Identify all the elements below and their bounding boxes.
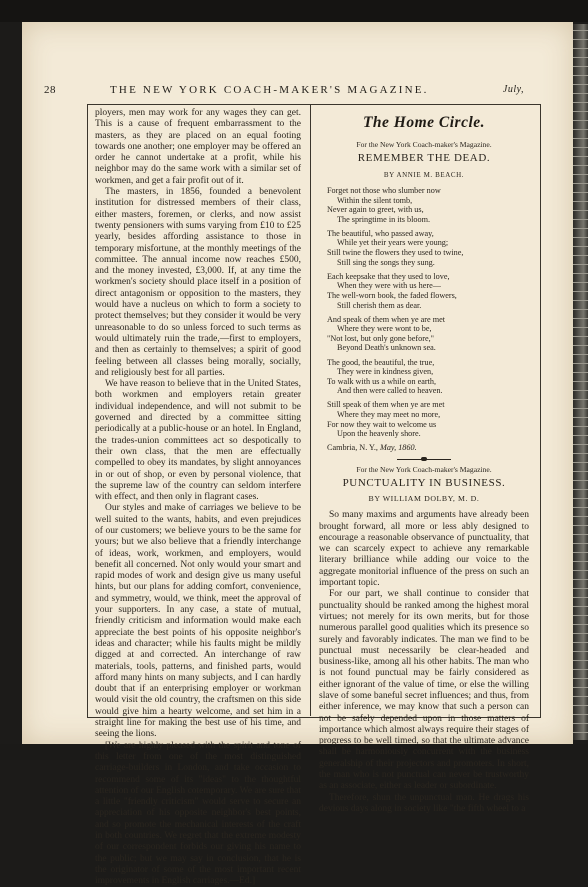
poem-stanza (327, 229, 529, 267)
page-edge-line (573, 444, 588, 445)
poem-line: Still sing the songs they sung. (337, 257, 435, 267)
page-edge-line (573, 408, 588, 409)
page-edge-line (573, 183, 588, 184)
page-edge-line (573, 84, 588, 85)
page-edge-line (573, 705, 588, 706)
page-edge-line (573, 30, 588, 31)
running-month: July, (502, 84, 524, 95)
page-edge-line (573, 597, 588, 598)
page-edge-line (573, 606, 588, 607)
page-edge-line (573, 399, 588, 400)
page-edge-line (573, 696, 588, 697)
poem-line: They were in kindness given, (337, 367, 434, 377)
page-edge-line (573, 723, 588, 724)
page-edge-line (573, 246, 588, 247)
page-edge-line (573, 201, 588, 202)
page-edge-line (573, 588, 588, 589)
page-edge-line (573, 516, 588, 517)
page-edge-line (573, 300, 588, 301)
page-edge-line (573, 147, 588, 148)
running-header (44, 84, 524, 100)
page-edge-line (573, 624, 588, 625)
page-edge-line (573, 57, 588, 58)
page-edge-line (573, 363, 588, 364)
page-edge-line (573, 372, 588, 373)
section-heading: The Home Circle. (362, 114, 486, 131)
page-edge-line (573, 552, 588, 553)
page-edge-line (573, 192, 588, 193)
article-title: PUNCTUALITY IN BUSINESS. (342, 477, 506, 490)
page-edge-line (573, 426, 588, 427)
page-edge-line (573, 345, 588, 346)
page-edge-line (573, 543, 588, 544)
page-edge-line (573, 669, 588, 670)
page-edge-line (573, 471, 588, 472)
poem-date: May, 1860. (380, 443, 417, 453)
poem-line: Forget not those who slumber now (327, 186, 441, 195)
poem-line: Each keepsake that they used to love, (327, 271, 450, 281)
page-edge-line (573, 120, 588, 121)
page-edge-line (573, 165, 588, 166)
page-number: 28 (44, 84, 56, 96)
right-column (319, 108, 529, 815)
paragraph: ployers, men may work for any wages they can get. This is a cause of frequent embarrassment to the masters, as they are placed on an equal footing towards one another; one employer may be offered an order he cannot undertake at a profit, while his neighbor may do the same work with a similar set of workmen, and get a fair profit out of it. (95, 108, 301, 186)
column-divider (310, 104, 311, 716)
page-edge-line (573, 255, 588, 256)
poem-line: While yet their years were young; (337, 238, 449, 248)
page-edge-line (573, 282, 588, 283)
poem-line: To walk with us a while on earth, (327, 376, 437, 386)
page-edge-line (573, 561, 588, 562)
page-edge-line (573, 525, 588, 526)
page-edge-line (573, 489, 588, 490)
paragraph: The masters, in 1856, founded a benevolent institution for distressed members of their class, either masters, foremen, or clerks, and now assist twenty pensioners with sums varying from £10 to £25 yearly, besides affording assistance to those in temporary misfortune, at the monthly meetings of the committee. The annual income now reaches £500, and the money invested, £3,000. If, at any time the workmen's society should place itself in a position of direct antagonism or opposition to the masters, they would have a nucleus on which to form a society to protect themselves; but they consider it would be very unreasonable to do so unless forced to such terms as would ultimately ruin the trade,—first to employers, and then as certainly to themselves; a spirit of good feeling between all classes being morally, socially, and religiously best for all parties. (95, 187, 301, 378)
paragraph: Therefore, shun the unpunctual man. He drags his devious days along in society like "the fifth wheel to a (319, 792, 529, 814)
page-edge-line (573, 633, 588, 634)
poem-line: Where they may meet no more, (337, 409, 441, 419)
page-edge-line (573, 237, 588, 238)
page-edge-line (573, 309, 588, 310)
poem-line: And speak of them when ye are met (327, 314, 445, 324)
article-credit: For the New York Coach-maker's Magazine. (356, 465, 492, 475)
poem-line: Never again to greet, with us, (327, 205, 424, 215)
poem-line: Within the silent tomb, (337, 195, 413, 205)
poem-place: Cambria, N. Y., (327, 443, 378, 453)
poem-signoff (327, 443, 529, 453)
page-edge-line (573, 264, 588, 265)
page-edge-line (573, 579, 588, 580)
page-edge-line (573, 93, 588, 94)
page-edge-line (573, 381, 588, 382)
poem-line: Still cherish them as dear. (337, 300, 422, 310)
page-edge-line (573, 462, 588, 463)
page-edge-line (573, 507, 588, 508)
page-edge-line (573, 498, 588, 499)
paragraph: For our part, we shall continue to consider that punctuality should be ranked among the highest moral virtues; not merely for its own merits, but for those numerous parallel good qualities which its presence so surely and favorably indicates. The man we find to be punctual must necessarily be clear-headed and business-like, among all his other habits. The man who is not found punctual may be fairly considered as either ignorant of the value of time, or else the willing slave of some baneful secret influences; and thus, from either inference, we may know that such a person can not be safely depended upon in those matters of importance which almost always require their stages of progress to be well timed, so that the ultimate advance shall be harmoniously concurrent with the business generalship of their projectors and promoters. In short, the man who is not punctual can never be trustworthy as an associate, either as leader or subordinate. (319, 589, 529, 792)
page-edge-line (573, 210, 588, 211)
paragraph: Our styles and make of carriages we believe to be well suited to the wants, habits, and even prejudices of our customers; we believe yours to be the same for yours; but we also believe that a friendly interchange of ideas, work, workmen, and employers, would benefit all concerned. Not only would your smart and rapid modes of work and design give us many useful hints, but our plans for adding comfort, convenience, and symmetry, would, we think, meet the approval of your supporters. In any case, a state of mutual, friendly criticism and information would make each appreciate the best points of his opposite neighbor's ideas and character; while his faults might be mildly digged at and corrected. An interchange of raw materials, tools, patterns, and finished parts, would afford many hints on many subjects, and I can hardly doubt that if an enterprising employer or workman would visit the old country, the craftsmen on this side would give him a hearty welcome, and set him in a straight line for making the best use of his time, and seeing the lions. (95, 503, 301, 740)
page-edge-line (573, 435, 588, 436)
page-edge-line (573, 687, 588, 688)
page-edge-line (573, 273, 588, 274)
page-edge-line (573, 228, 588, 229)
poem-line: The good, the beautiful, the true, (327, 357, 435, 367)
page-edge-line (573, 129, 588, 130)
poem-byline: BY ANNIE M. BEACH. (383, 171, 465, 179)
page-edge-line (573, 480, 588, 481)
poem-line: And then were called to heaven. (337, 386, 443, 396)
poem-stanza (327, 358, 529, 396)
poem-line: The beautiful, who passed away, (327, 228, 434, 238)
poem-line: Still twine the flowers they used to twine, (327, 248, 464, 258)
page-edge-line (573, 102, 588, 103)
page-edge-line (573, 732, 588, 733)
page-edge-line (573, 138, 588, 139)
page-edge-line (573, 534, 588, 535)
poem-credit: For the New York Coach-maker's Magazine. (356, 140, 492, 149)
poem-line: Still speak of them when ye are met (327, 400, 445, 410)
poem-title: REMEMBER THE DEAD. (357, 152, 491, 164)
page-edge-line (573, 327, 588, 328)
poem-line: The springtime in its bloom. (337, 214, 431, 224)
paragraph: So many maxims and arguments have already been brought forward, all more or less ably designed to encourage a reasonable observance of punctuality, that we can scarcely expect to achieve any remarkable literary brilliance while adding our voice to the aggregate monitorial influence of the press on such an important topic. (319, 510, 529, 589)
section-divider-ornament (397, 457, 451, 461)
page-edge-line (573, 453, 588, 454)
page-edge-line (573, 174, 588, 175)
page-edge-line (573, 651, 588, 652)
page-edge-line (573, 570, 588, 571)
page-edge-line (573, 156, 588, 157)
poem-line: For now they wait to welcome us (327, 419, 437, 429)
page-edge-line (573, 642, 588, 643)
poem-line: "Not lost, but only gone before," (327, 333, 434, 343)
page-stack-edge (573, 24, 588, 740)
page-edge-line (573, 336, 588, 337)
page-edge-line (573, 318, 588, 319)
page-edge-line (573, 354, 588, 355)
poem-line: Upon the heavenly shore. (337, 429, 421, 439)
poem-line: When they were with us here— (337, 281, 441, 291)
poem-line: The well-worn book, the faded flowers, (327, 290, 457, 300)
page-edge-line (573, 48, 588, 49)
page-edge-line (573, 714, 588, 715)
page-edge-line (573, 615, 588, 616)
running-title: THE NEW YORK COACH-MAKER'S MAGAZINE. (110, 84, 429, 96)
article-byline: BY WILLIAM DOLBY, M. D. (368, 494, 480, 504)
page-edge-line (573, 219, 588, 220)
page-edge-line (573, 39, 588, 40)
page-edge-line (573, 66, 588, 67)
poem-line: Beyond Death's unknown sea. (337, 343, 436, 353)
poem-stanza (327, 315, 529, 353)
paragraph: We have reason to believe that in the United States, both workmen and employers retain greater individual independence, and will not submit to be governed and directed by a committee sitting periodically at a public-house or an hotel. In England, the trades-union committees act so despotically to their own class, that the men are effectually compelled to obey its mandates, by slight annoyances in or out of shop, or even by personal violence, that the supreme law of the country can seldom interfere with effect, and then only in flagrant cases. (95, 379, 301, 503)
left-column (95, 108, 301, 887)
page-edge-line (573, 111, 588, 112)
page-edge-line (573, 417, 588, 418)
poem-stanza (327, 272, 529, 310)
page-edge-line (573, 291, 588, 292)
page-edge-line (573, 390, 588, 391)
scan-top-border (0, 0, 588, 22)
poem-stanza (327, 400, 529, 438)
page-edge-line (573, 678, 588, 679)
page-edge-line (573, 75, 588, 76)
poem-line: Where they were wont to be, (337, 324, 432, 334)
poem-stanza (327, 186, 529, 224)
editor-note: [We are highly pleased with the spirit and tone of this letter from one of the most distinguished carriage-builders in London, and take occasion to recommend some of its "ideas" to the thoughtful attention of our English cotemporary. We are sure that a little "friendly criticism" would serve to secure an appreciation of his opposite neighbor's best points, and so promote the mechanical interests of the craft in both countries. We regret that the extreme modesty of our correspondent forbids our giving his name to the public; but we may say in conclusion, that he is the originator of some of the most important recent improvements in English carriages.—Ed.] (95, 740, 301, 887)
page-edge-line (573, 660, 588, 661)
